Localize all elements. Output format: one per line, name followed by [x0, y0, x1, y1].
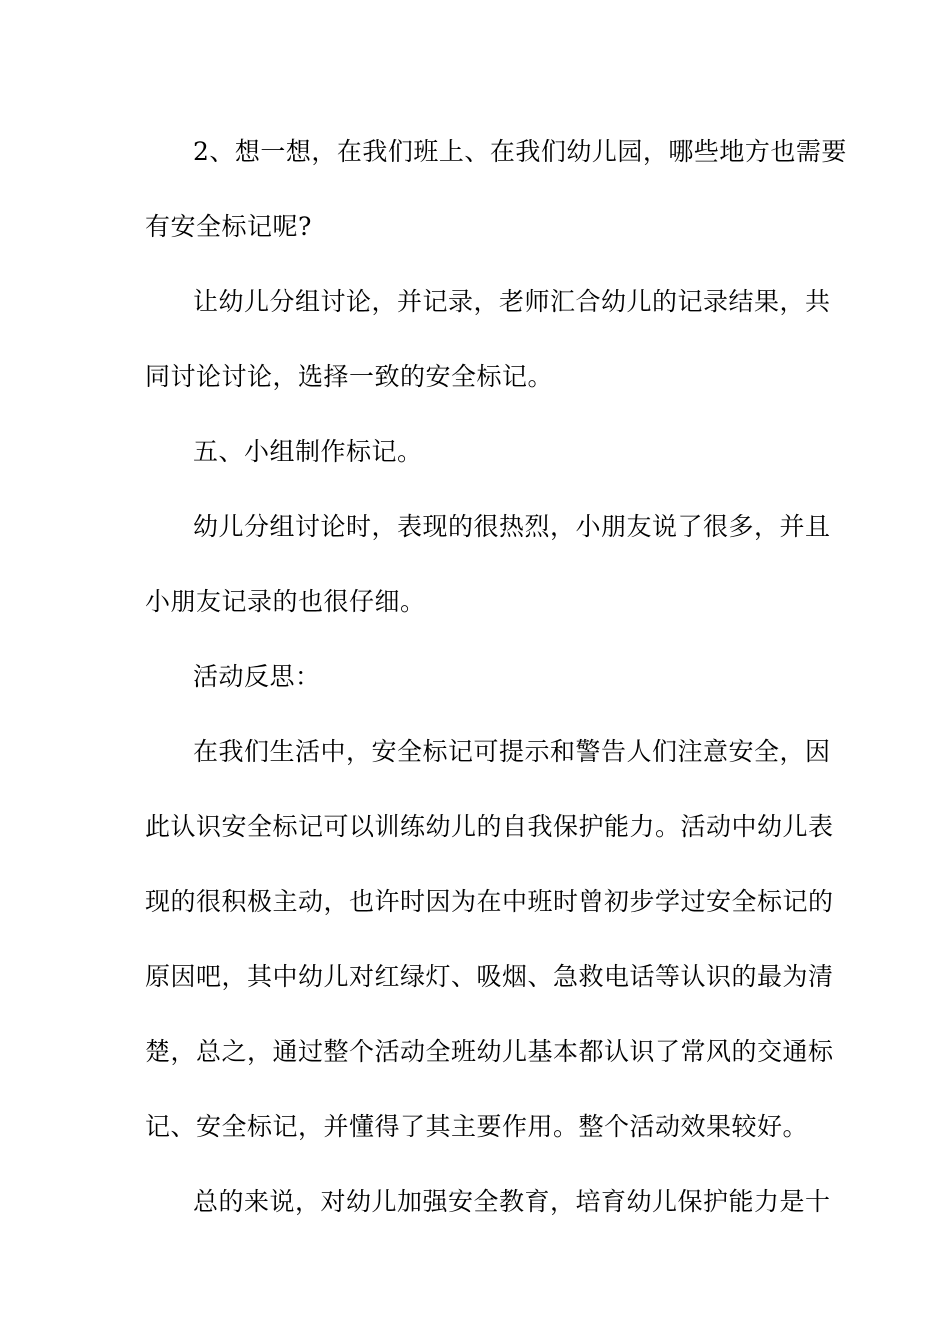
text-line: 现的很积极主动，也许时因为在中班时曾初步学过安全标记的	[145, 887, 834, 916]
text-line: 幼儿分组讨论时，表现的很热烈，小朋友说了很多，并且	[193, 512, 831, 541]
text-line: 让幼儿分组讨论，并记录，老师汇合幼儿的记录结果，共	[193, 287, 831, 316]
text-line: 楚，总之，通过整个活动全班幼儿基本都认识了常风的交通标	[145, 1037, 834, 1066]
text-line: 此认识安全标记可以训练幼儿的自我保护能力。活动中幼儿表	[145, 812, 834, 841]
text-line: 2、想一想，在我们班上、在我们幼儿园，哪些地方也需要	[193, 137, 847, 166]
text-line: 总的来说，对幼儿加强安全教育，培育幼儿保护能力是十	[193, 1187, 831, 1216]
text-line: 同讨论讨论，选择一致的安全标记。	[145, 362, 554, 391]
section-heading: 五、小组制作标记。	[193, 437, 423, 466]
text-line: 在我们生活中，安全标记可提示和警告人们注意安全，因	[193, 737, 831, 766]
section-heading: 活动反思：	[193, 662, 321, 691]
text-line: 有安全标记呢?	[145, 212, 312, 241]
text-line: 小朋友记录的也很仔细。	[145, 587, 426, 616]
text-line: 记、安全标记，并懂得了其主要作用。整个活动效果较好。	[145, 1112, 809, 1141]
text-line: 原因吧，其中幼儿对红绿灯、吸烟、急救电话等认识的最为清	[145, 962, 834, 991]
